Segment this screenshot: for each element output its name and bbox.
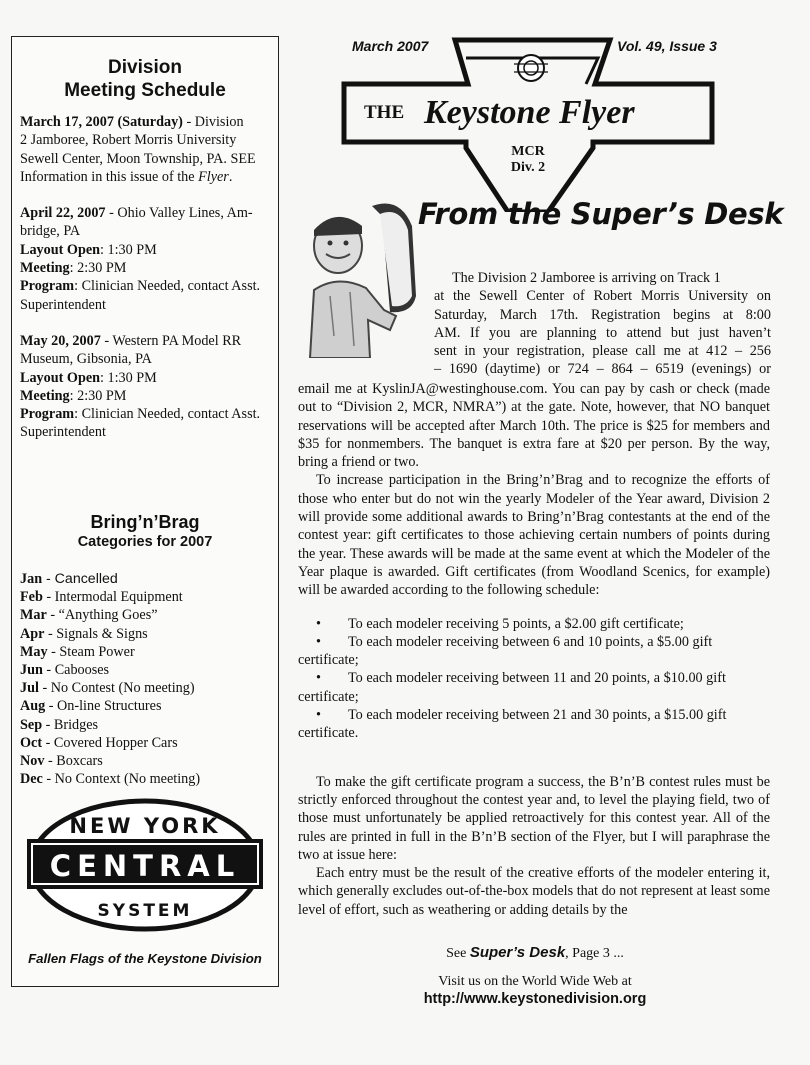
category-item bbox=[20, 679, 270, 697]
new-york-central-logo bbox=[17, 790, 273, 940]
meeting-text: : 1:30 PM bbox=[100, 241, 157, 258]
meeting-text: Meeting bbox=[20, 260, 70, 277]
award-item bbox=[298, 633, 770, 670]
category-item bbox=[20, 643, 270, 661]
meeting-text: Superintendent bbox=[20, 424, 106, 441]
issue-date: March 2007 bbox=[352, 38, 429, 54]
category-month: Jun bbox=[20, 662, 43, 679]
see-label: See bbox=[446, 946, 470, 961]
meeting-line bbox=[20, 296, 276, 314]
award-text: To each modeler receiving 5 points, a $2.00 gift certificate; bbox=[348, 615, 684, 632]
category-topic: - No Context (No meeting) bbox=[42, 771, 201, 788]
meeting-line bbox=[20, 168, 276, 186]
meeting-text: Program bbox=[20, 278, 75, 295]
meeting-line bbox=[20, 259, 276, 277]
bullet-icon: • bbox=[316, 707, 321, 724]
meeting-line bbox=[20, 405, 276, 423]
meeting-text: Layout Open bbox=[20, 369, 101, 386]
meeting-text: March 17, 2007 (Saturday) bbox=[20, 114, 183, 130]
logo-text-system: SYSTEM bbox=[97, 901, 193, 921]
meeting-line bbox=[20, 241, 276, 259]
meeting-text: Program bbox=[20, 406, 75, 423]
award-text-continued: certificate; bbox=[298, 688, 359, 705]
meeting-text: - Western PA Model RR bbox=[100, 332, 242, 349]
meeting-text: . bbox=[228, 168, 233, 185]
masthead-title: Keystone Flyer bbox=[424, 94, 635, 131]
fallen-flags-caption: Fallen Flags of the Keystone Division bbox=[28, 951, 262, 966]
bullet-icon: • bbox=[316, 615, 321, 632]
logo-text-central: CENTRAL bbox=[49, 849, 241, 883]
meeting-line bbox=[20, 423, 276, 441]
meeting-line bbox=[20, 387, 276, 405]
meeting-line bbox=[20, 332, 276, 350]
category-topic: - Signals & Signs bbox=[44, 625, 148, 642]
category-month: Mar bbox=[20, 607, 47, 624]
meeting-entry bbox=[20, 204, 276, 314]
schedule-title-line1: Division bbox=[108, 57, 182, 78]
bnb-category-list bbox=[20, 570, 270, 788]
meeting-line bbox=[20, 131, 276, 149]
award-text: To each modeler receiving between 11 and 20 points, a $10.00 gift bbox=[348, 670, 726, 687]
award-text-continued: certificate; bbox=[298, 652, 359, 669]
intro-line: sent in your registration, please call me at 412 – 256 bbox=[434, 343, 771, 360]
intro-line: at the Sewell Center of Robert Morris University on bbox=[434, 288, 771, 305]
meeting-text: Superintendent bbox=[20, 296, 106, 313]
article-title: From the Super’s Desk bbox=[418, 197, 784, 231]
meeting-text: Meeting bbox=[20, 387, 70, 404]
meeting-text: Flyer bbox=[198, 168, 229, 185]
superintendent-photo bbox=[300, 196, 425, 358]
category-item bbox=[20, 770, 270, 788]
category-topic: - On-line Structures bbox=[45, 698, 162, 715]
masthead-div: Div. 2 bbox=[510, 160, 546, 175]
paragraph-registration: email me at KyslinJA@westinghouse.com. You can pay by cash or check (made out to “Division 2, MCR, NMRA”) at the gate. Note, however, that NO banquet reservations will be accepted after March 10th. The price is $25 for members and $35 for nonmembers. The banquet is extra fare at $20 per person. By the way, bring a friend or two. bbox=[298, 381, 770, 471]
category-topic: - Cancelled bbox=[42, 571, 118, 587]
meeting-text: 2 Jamboree, Robert Morris University bbox=[20, 132, 237, 149]
category-item bbox=[20, 588, 270, 606]
meeting-text: Layout Open bbox=[20, 241, 101, 258]
category-month: May bbox=[20, 643, 48, 660]
meeting-line bbox=[20, 369, 276, 387]
category-topic: - “Anything Goes” bbox=[46, 607, 158, 624]
meeting-text: - Division bbox=[182, 114, 244, 130]
meeting-text: : 2:30 PM bbox=[69, 260, 127, 277]
meeting-text: Museum, Gibsonia, PA bbox=[20, 351, 152, 368]
paragraph-entries: Each entry must be the result of the creative efforts of the modeler entering it, which generally excludes out-of-the-box models that do not represent at least some level of effort, such as weathering or adding details by the bbox=[298, 865, 770, 918]
meeting-text: Sewell Center, Moon Township, PA. SEE bbox=[20, 150, 256, 167]
category-item bbox=[20, 734, 270, 752]
masthead-the: THE bbox=[364, 102, 405, 123]
wheel-icon bbox=[518, 55, 544, 81]
paragraph-awards: To increase participation in the Bring’n’Brag and to recognize the efforts of those who enter but do not win the yearly Modeler of the Year award, Division 2 will provide some additional awards to Bring’n’Brag contestants at the end of the contest year: gift certificates to those achieving certain numbers of points during the year. These awards will be made at the same event at which the Modeler of the Year plaque is awarded. Gift certificates (from Woodland Scenics, for example) will be awarded according to the following schedule: bbox=[298, 472, 770, 599]
bullet-icon: • bbox=[316, 670, 321, 687]
intro-line: AM. If you are planning to attend but just haven’t bbox=[434, 324, 771, 341]
category-month: Jul bbox=[20, 680, 39, 697]
meeting-text: - Ohio Valley Lines, Am- bbox=[105, 205, 253, 222]
bnb-title: Bring’n’Brag bbox=[90, 512, 200, 532]
meeting-line bbox=[20, 277, 276, 295]
category-topic: - Steam Power bbox=[47, 643, 135, 660]
award-list bbox=[298, 615, 770, 743]
award-text-continued: certificate. bbox=[298, 725, 359, 742]
category-month: Jan bbox=[20, 571, 43, 587]
meeting-line bbox=[20, 150, 276, 168]
meeting-text: Information in this issue of the bbox=[20, 168, 199, 185]
category-month: Oct bbox=[20, 734, 43, 751]
category-topic: - Covered Hopper Cars bbox=[42, 734, 178, 751]
meeting-line bbox=[20, 204, 276, 222]
meeting-line bbox=[20, 222, 276, 240]
award-item bbox=[298, 706, 770, 743]
masthead-mcr: MCR bbox=[511, 144, 545, 159]
category-item bbox=[20, 752, 270, 770]
category-topic: - Bridges bbox=[42, 716, 99, 733]
intro-line: The Division 2 Jamboree is arriving on Track 1 bbox=[452, 270, 721, 286]
meeting-text: : Clinician Needed, contact Asst. bbox=[74, 406, 261, 423]
meeting-schedule bbox=[20, 113, 276, 460]
visit-web-text: Visit us on the World Wide Web at bbox=[438, 974, 632, 989]
category-topic: - Intermodal Equipment bbox=[42, 589, 183, 606]
category-month: Aug bbox=[20, 698, 46, 715]
award-text: To each modeler receiving between 6 and 10 points, a $5.00 gift bbox=[348, 633, 713, 650]
paragraph-rules: To make the gift certificate program a success, the B’n’B contest rules must be strictly enforced throughout the contest year and, to level the playing field, two of those must unfortunately be applied retroactively for this contest year. All of the rules are printed in full in the B’n’B section of the Flyer, but I will paraphrase the two at issue here: bbox=[298, 773, 770, 863]
award-item bbox=[298, 615, 770, 633]
meeting-line bbox=[20, 113, 276, 131]
logo-text-new-york: NEW YORK bbox=[69, 814, 221, 838]
category-item bbox=[20, 606, 270, 624]
intro-line: Saturday, March 17th. Registration begins at 8:00 bbox=[434, 306, 771, 323]
award-item bbox=[298, 669, 770, 706]
article-body bbox=[298, 380, 770, 919]
category-month: Dec bbox=[20, 771, 43, 788]
category-item bbox=[20, 697, 270, 715]
bnb-subtitle: Categories for 2007 bbox=[77, 534, 213, 550]
bullet-icon: • bbox=[316, 633, 321, 650]
meeting-text: : 2:30 PM bbox=[69, 387, 127, 404]
category-item bbox=[20, 625, 270, 643]
meeting-text: : Clinician Needed, contact Asst. bbox=[74, 278, 261, 295]
category-item bbox=[20, 661, 270, 679]
meeting-text: : 1:30 PM bbox=[100, 369, 157, 386]
meeting-text: April 22, 2007 bbox=[20, 205, 106, 222]
meeting-line bbox=[20, 350, 276, 368]
category-topic: - Boxcars bbox=[44, 753, 103, 770]
category-month: Sep bbox=[20, 716, 43, 733]
meeting-entry bbox=[20, 332, 276, 442]
category-month: Feb bbox=[20, 589, 43, 606]
category-item bbox=[20, 716, 270, 734]
category-month: Apr bbox=[20, 625, 45, 642]
category-item bbox=[20, 570, 270, 588]
see-page: , Page 3 ... bbox=[565, 946, 624, 961]
article-intro-narrow bbox=[434, 269, 771, 379]
meeting-text: May 20, 2007 bbox=[20, 332, 101, 349]
category-month: Nov bbox=[20, 753, 45, 770]
see-continued bbox=[300, 944, 770, 962]
meeting-text: bridge, PA bbox=[20, 223, 81, 240]
keystone-masthead bbox=[340, 36, 720, 212]
meeting-entry bbox=[20, 113, 276, 186]
issue-volume: Vol. 49, Issue 3 bbox=[617, 38, 717, 54]
website-url[interactable]: http://www.keystonedivision.org bbox=[423, 991, 647, 1007]
intro-line: – 1690 (daytime) or 724 – 864 – 6519 (evenings) or bbox=[434, 361, 771, 378]
award-text: To each modeler receiving between 21 and 30 points, a $15.00 gift bbox=[348, 707, 727, 724]
continued-link[interactable]: Super’s Desk bbox=[469, 944, 566, 961]
schedule-title-line2: Meeting Schedule bbox=[64, 80, 226, 101]
category-topic: - No Contest (No meeting) bbox=[38, 680, 195, 697]
category-topic: - Cabooses bbox=[42, 662, 110, 679]
